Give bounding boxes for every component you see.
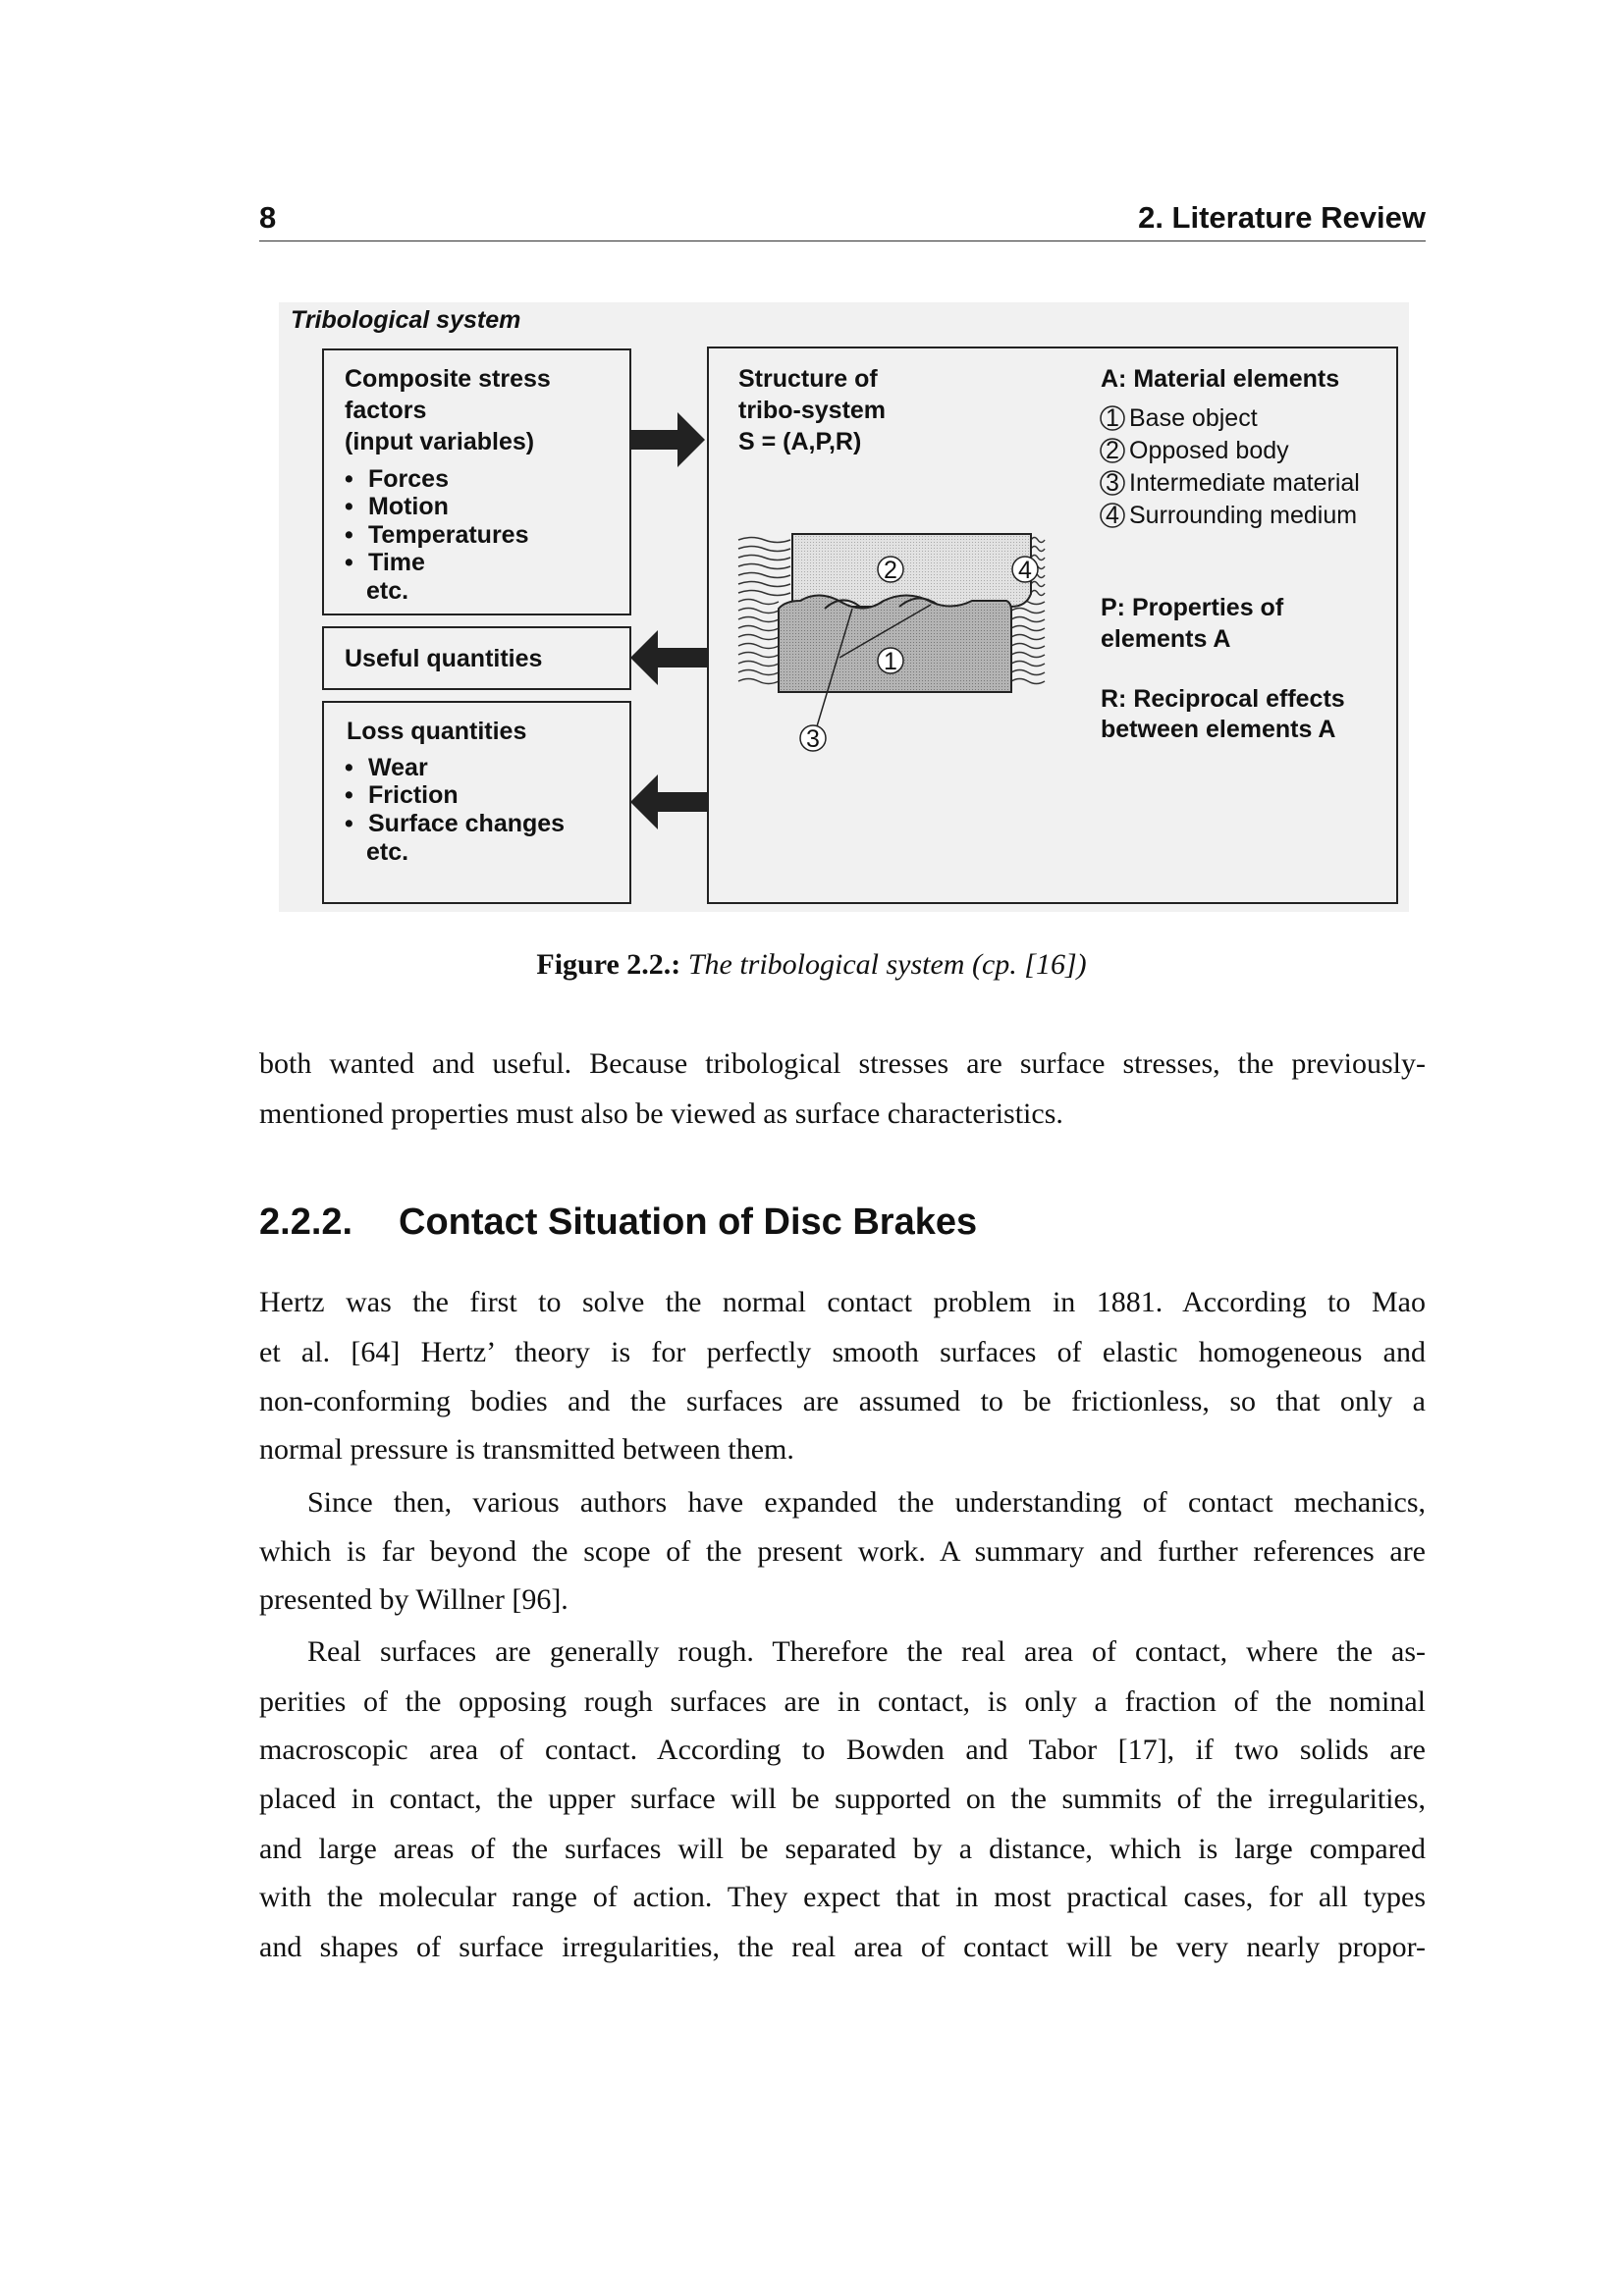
svg-text:Temperatures: Temperatures [368, 521, 529, 549]
svg-text:Friction: Friction [368, 781, 459, 809]
text-line: macroscopic area of contact. According to Bowden and Tabor [17], if two solids are [259, 1734, 1426, 1766]
page-number: 8 [259, 200, 277, 235]
svg-text:3: 3 [1106, 469, 1119, 497]
text-line: Hertz was the first to solve the normal contact problem in 1881. According to Mao [259, 1286, 1426, 1318]
section-title: Contact Situation of Disc Brakes [399, 1201, 978, 1243]
svg-text:•: • [345, 493, 353, 520]
text-line: non-conforming bodies and the surfaces are assumed to be frictionless, so that only a [259, 1385, 1426, 1417]
material-elements-heading: A: Material elements [1101, 365, 1340, 393]
useful-quantities-label: Useful quantities [345, 645, 543, 672]
svg-text:1: 1 [884, 648, 897, 675]
text-line: normal pressure is transmitted between them. [259, 1433, 794, 1466]
material-item [1101, 469, 1360, 497]
figure-title: Tribological system [291, 306, 521, 334]
text-line: mentioned properties must also be viewed as surface characteristics. [259, 1097, 1063, 1130]
svg-text:Intermediate material: Intermediate material [1129, 469, 1360, 497]
svg-text:•: • [345, 465, 353, 493]
text-line: with the molecular range of action. They expect that in most practical cases, for all types [259, 1881, 1426, 1913]
text-line: which is far beyond the scope of the present work. A summary and further references are [259, 1535, 1426, 1568]
running-header-chapter: 2. Literature Review [1138, 200, 1426, 235]
svg-text:•: • [345, 754, 353, 781]
base-object-block [779, 595, 1011, 692]
svg-text:Base object: Base object [1129, 404, 1258, 432]
text-line: et al. [64] Hertz’ theory is for perfectly smooth surfaces of elastic homogeneous and [259, 1336, 1426, 1368]
svg-text:Time: Time [368, 549, 425, 576]
svg-text:Surrounding medium: Surrounding medium [1129, 502, 1358, 529]
text-line: perities of the opposing rough surfaces are in contact, is only a fraction of the nominal [259, 1685, 1426, 1718]
svg-text:Wear: Wear [368, 754, 428, 781]
caption-text: The tribological system (cp. [16]) [687, 948, 1087, 981]
svg-text:Forces: Forces [368, 465, 449, 493]
svg-text:1: 1 [1106, 404, 1119, 432]
properties-line-1: P: Properties of [1101, 594, 1284, 621]
properties-line-2: elements A [1101, 625, 1231, 653]
svg-text:2: 2 [1106, 437, 1119, 464]
svg-text:Structure of: Structure of [738, 365, 878, 393]
text-line: presented by Willner [96]. [259, 1583, 568, 1616]
svg-text:3: 3 [806, 725, 820, 753]
text-line: Real surfaces are generally rough. Therefore the real area of contact, where the as- [307, 1635, 1426, 1668]
svg-text:4: 4 [1018, 557, 1032, 584]
svg-text:Composite stress: Composite stress [345, 365, 551, 393]
svg-text:etc.: etc. [366, 577, 409, 605]
text-line: both wanted and useful. Because tribological stresses are surface stresses, the previously- [259, 1047, 1426, 1080]
svg-text:Surface changes: Surface changes [368, 810, 566, 837]
text-line: and shapes of surface irregularities, the real area of contact will be very nearly propor- [259, 1931, 1426, 1963]
svg-text:•: • [345, 810, 353, 837]
material-item [1101, 502, 1357, 529]
reciprocal-line-2: between elements A [1101, 716, 1336, 743]
svg-text:Loss quantities: Loss quantities [347, 718, 527, 745]
svg-text:4: 4 [1106, 502, 1119, 529]
svg-text:•: • [345, 549, 353, 576]
svg-text:S = (A,P,R): S = (A,P,R) [738, 428, 862, 455]
svg-text:factors: factors [345, 397, 427, 424]
reciprocal-line-1: R: Reciprocal effects [1101, 685, 1345, 713]
svg-text:•: • [345, 781, 353, 809]
section-heading [259, 1201, 977, 1244]
caption-label: Figure 2.2.: [536, 948, 681, 981]
figure-caption [0, 948, 1623, 982]
text-line: Since then, various authors have expanded the understanding of contact mechanics, [307, 1486, 1426, 1519]
svg-text:(input variables): (input variables) [345, 428, 535, 455]
material-item [1101, 437, 1289, 464]
svg-text:Motion: Motion [368, 493, 449, 520]
svg-text:etc.: etc. [366, 838, 409, 866]
text-line: placed in contact, the upper surface will be supported on the summits of the irregularities, [259, 1783, 1426, 1815]
svg-text:•: • [345, 521, 353, 549]
text-line: and large areas of the surfaces will be separated by a distance, which is large compared [259, 1833, 1426, 1865]
svg-text:tribo-system: tribo-system [738, 397, 887, 424]
svg-text:2: 2 [884, 557, 897, 584]
section-number: 2.2.2. [259, 1201, 353, 1243]
svg-text:Opposed body: Opposed body [1129, 437, 1289, 464]
